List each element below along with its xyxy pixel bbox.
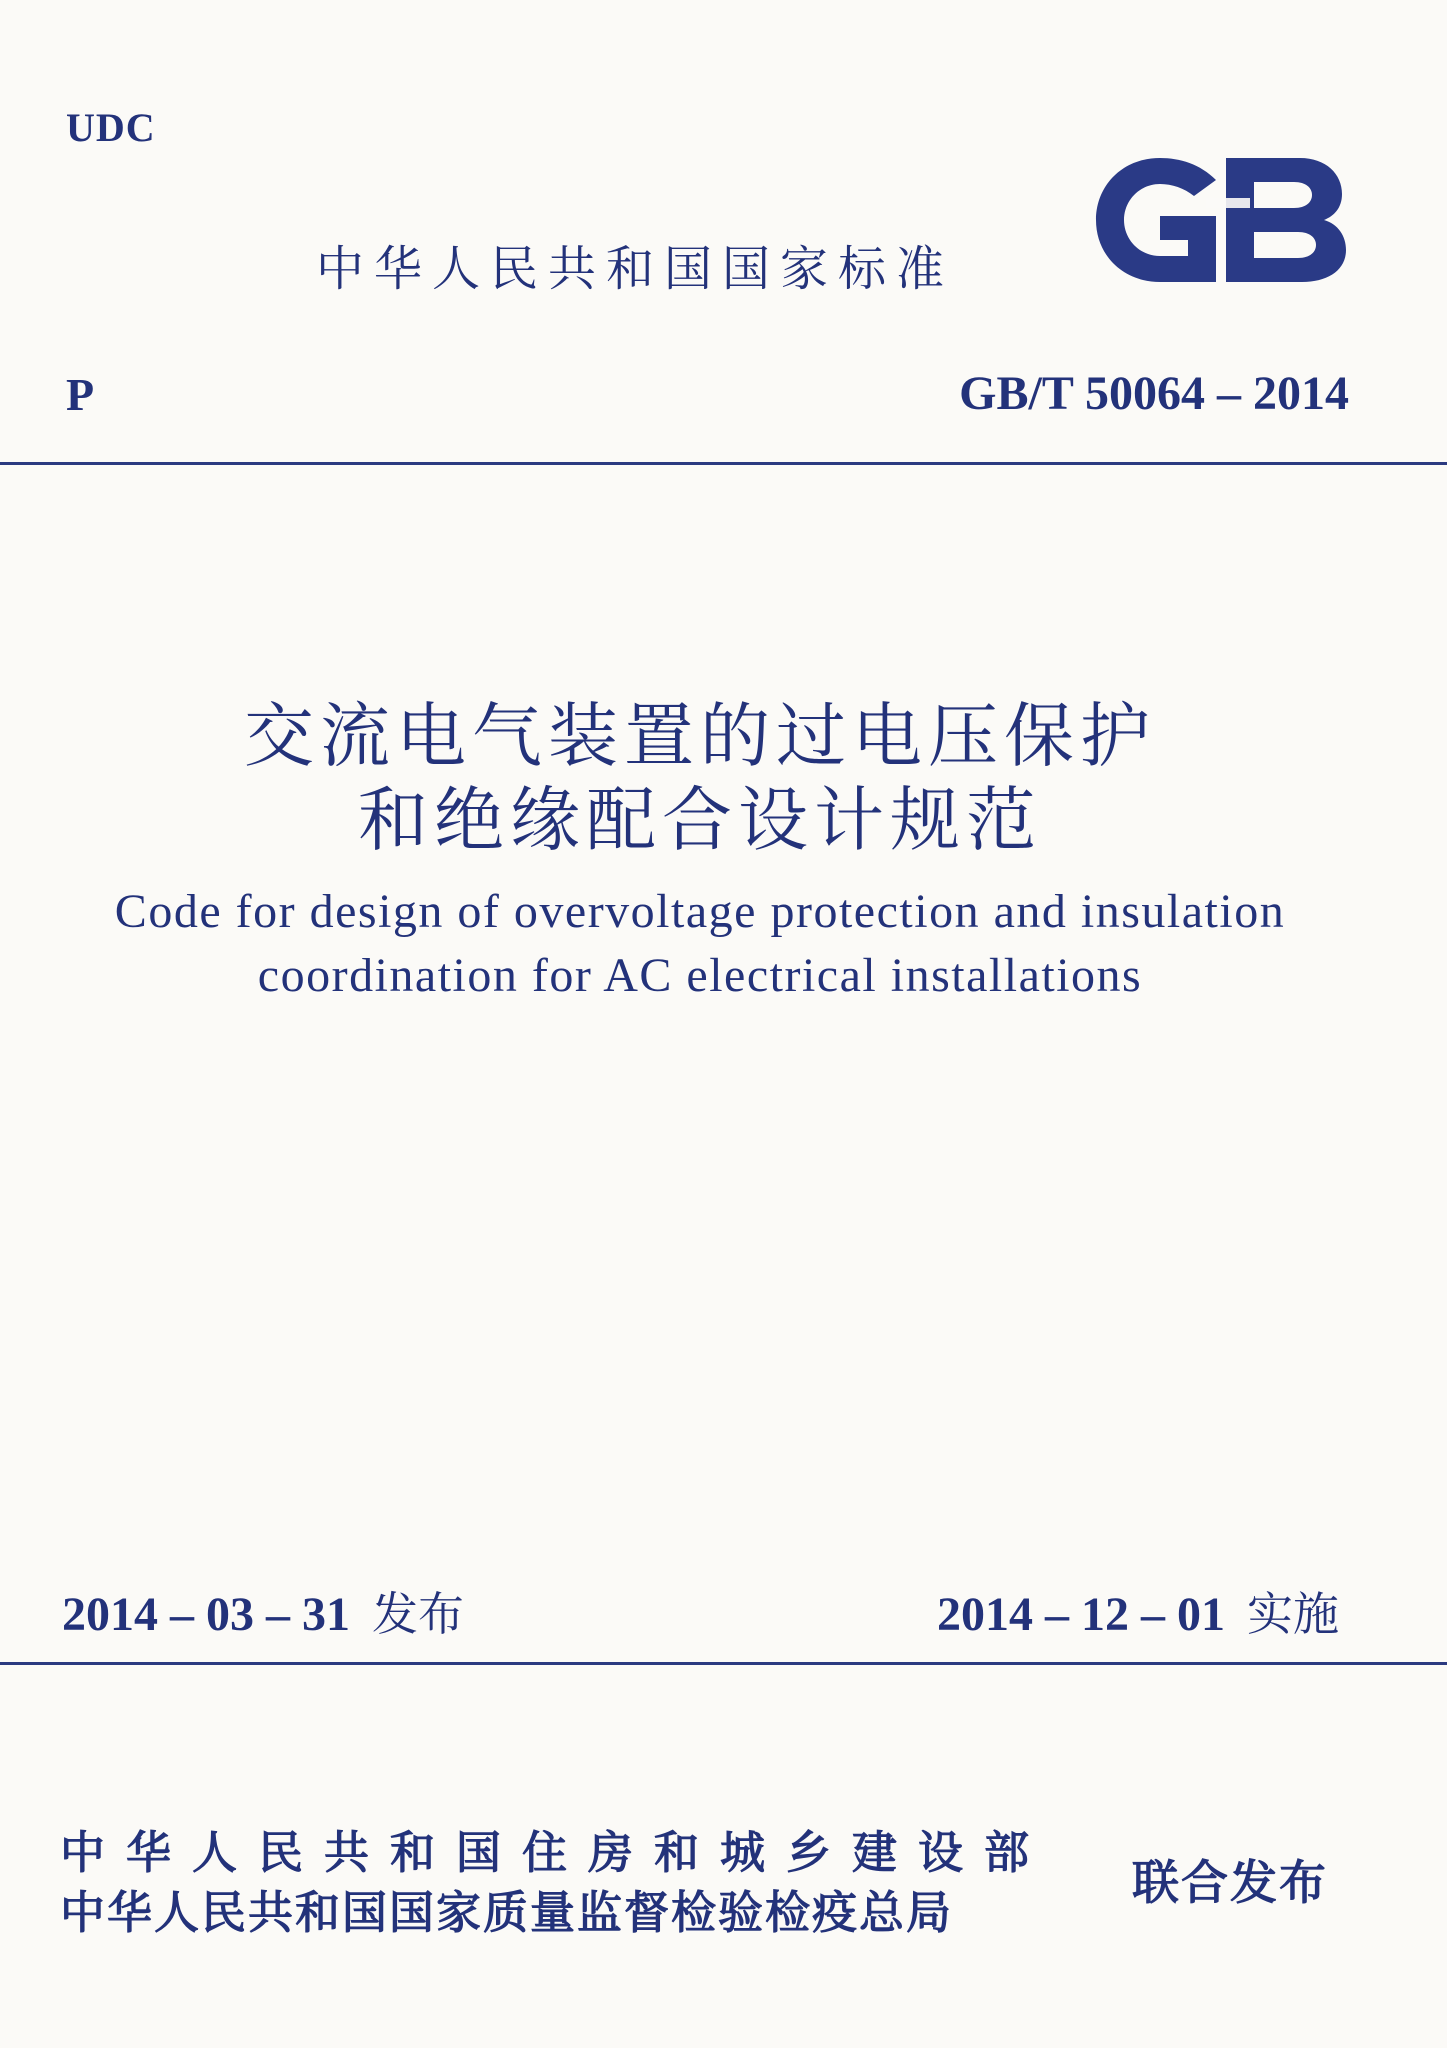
effective-date-block [937,1578,1339,1644]
bottom-divider [0,1662,1447,1665]
publisher-line2: 中华人民共和国国家质量监督检验检疫总局 [60,1886,954,1939]
issue-date-block [62,1578,464,1644]
effective-date: 2014 – 12 – 01 [937,1588,1225,1641]
joint-publish-label: 联合发布 [1132,1856,1328,1911]
standard-number: GB/T 50064 – 2014 [959,367,1349,420]
title-en-line2: coordination for AC electrical installations [257,949,1143,1002]
issue-label: 发布 [372,1587,464,1641]
udc-label: UDC [66,105,156,150]
title-en-line1: Code for design of overvoltage protection and insulation [114,885,1286,938]
classification-code: P [66,369,95,420]
gb-logo [1088,150,1352,290]
title-cn-line2: 和绝缘配合设计规范 [358,779,1042,861]
title-cn-line1: 交流电气装置的过电压保护 [244,695,1156,777]
effective-label: 实施 [1247,1587,1339,1641]
top-divider [0,462,1447,465]
publisher-line1: 中华人民共和国住房和城乡建设部 [60,1826,1051,1879]
agency-title: 中华人民共和国国家标准 [316,241,955,297]
issue-date: 2014 – 03 – 31 [62,1588,350,1641]
